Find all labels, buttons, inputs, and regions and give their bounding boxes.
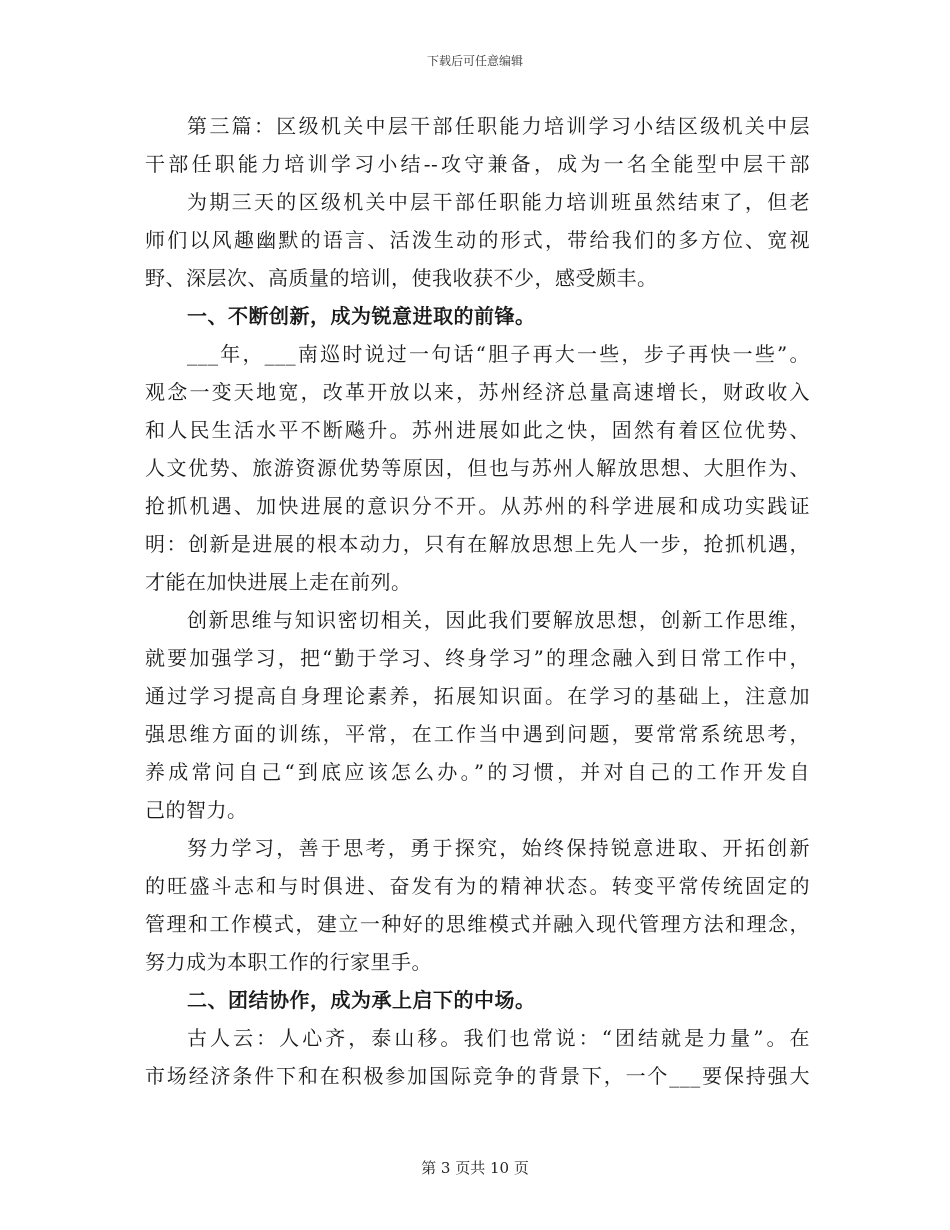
page-footer: 第 3 页共 10 页 (421, 1159, 529, 1177)
text-line: 市场经济条件下和在积极参加国际竞争的背景下，一个___要保持强大 (145, 1064, 810, 1088)
text-line: 努力成为本职工作的行家里手。 (145, 950, 432, 974)
body-text (145, 107, 810, 1095)
page-header: 下载后可任意编辑 (426, 54, 523, 68)
text-line: 的旺盛斗志和与时俱进、奋发有为的精神状态。转变平常传统固定的 (145, 874, 810, 898)
text-line: 就要加强学习，把“勤于学习、终身学习”的理念融入到日常工作中， (145, 646, 810, 670)
text-line: 为期三天的区级机关中层干部任职能力培训班虽然结束了，但老 (187, 190, 810, 214)
text-line: 观念一变天地宽，改革开放以来，苏州经济总量高速增长，财政收入 (145, 380, 810, 404)
text-line: 抢抓机遇、加快进展的意识分不开。从苏州的科学进展和成功实践证 (145, 494, 810, 518)
text-line: 第三篇：区级机关中层干部任职能力培训学习小结区级机关中层 (187, 114, 810, 138)
text-line: 古人云：人心齐，泰山移。我们也常说：“团结就是力量”。在 (187, 1026, 810, 1050)
text-line: 养成常问自己“到底应该怎么办。”的习惯，并对自己的工作开发自 (145, 760, 810, 784)
text-line: 干部任职能力培训学习小结--攻守兼备，成为一名全能型中层干部 (145, 152, 810, 176)
text-line: 努力学习，善于思考，勇于探究，始终保持锐意进取、开拓创新 (187, 836, 810, 860)
text-line: 明：创新是进展的根本动力，只有在解放思想上先人一步，抢抓机遇， (145, 532, 810, 556)
text-line: 己的智力。 (145, 798, 248, 822)
text-line: 管理和工作模式，建立一种好的思维模式并融入现代管理方法和理念， (145, 912, 810, 936)
section-heading-line: 二、团结协作，成为承上启下的中场。 (187, 988, 536, 1012)
section-heading-line: 一、不断创新，成为锐意进取的前锋。 (187, 304, 536, 328)
text-line: 才能在加快进展上走在前列。 (145, 570, 412, 594)
text-line: 野、深层次、高质量的培训，使我收获不少，感受颇丰。 (145, 266, 658, 290)
text-line: 和人民生活水平不断飚升。苏州进展如此之快，固然有着区位优势、 (145, 418, 810, 442)
text-line: 人文优势、旅游资源优势等原因，但也与苏州人解放思想、大胆作为、 (145, 456, 810, 480)
text-line: 创新思维与知识密切相关，因此我们要解放思想，创新工作思维， (187, 608, 810, 632)
text-line: 通过学习提高自身理论素养，拓展知识面。在学习的基础上，注意加 (145, 684, 810, 708)
text-line: ___年，___南巡时说过一句话“胆子再大一些，步子再快一些”。 (187, 342, 810, 366)
text-line: 师们以风趣幽默的语言、活泼生动的形式，带给我们的多方位、宽视 (145, 228, 810, 252)
text-line: 强思维方面的训练，平常，在工作当中遇到问题，要常常系统思考， (145, 722, 810, 746)
